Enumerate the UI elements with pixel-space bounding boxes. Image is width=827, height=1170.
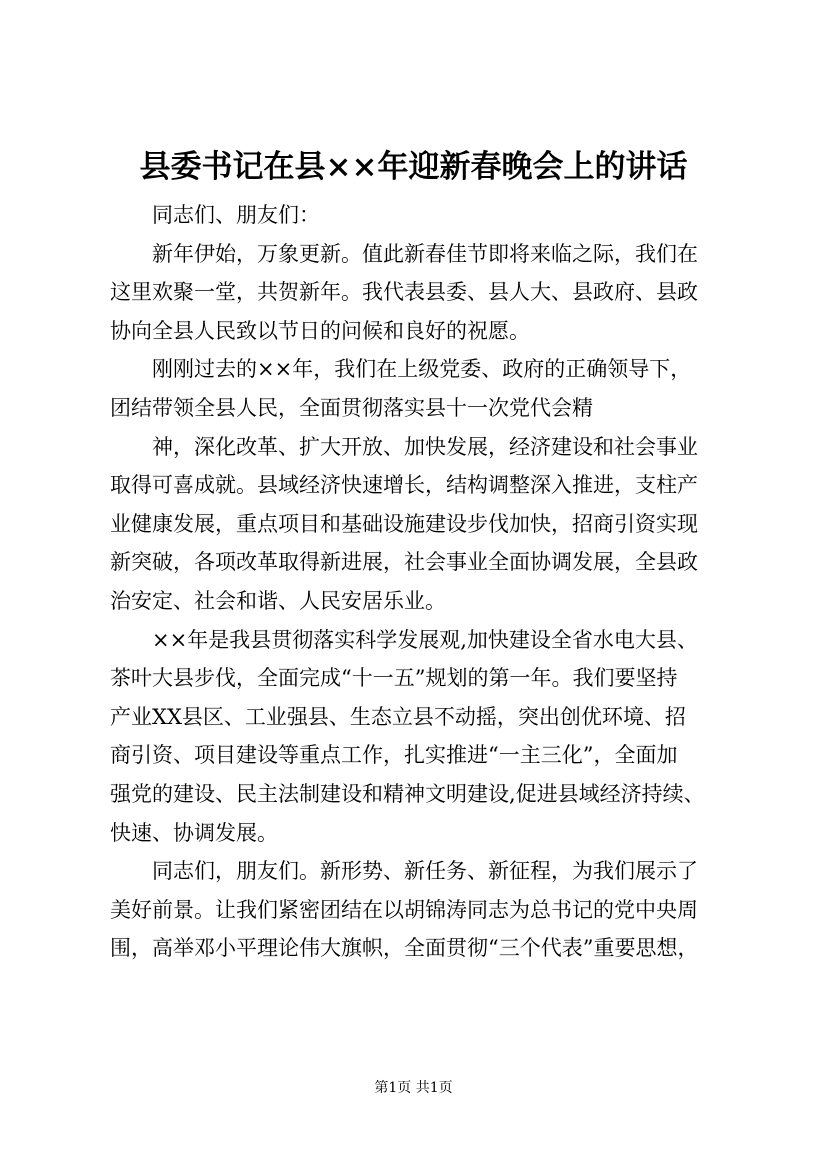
paragraph-5-line-2: 美好前景。让我们紧密团结在以胡锦涛同志为总书记的党中央周 <box>110 897 698 922</box>
paragraph-3-line-3: 业健康发展，重点项目和基础设施建设步伐加快，招商引资实现 <box>110 511 698 536</box>
paragraph-4-line-1: ××年是我县贯彻落实科学发展观,加快建设全省水电大县、 <box>152 627 698 652</box>
paragraph-2-line-1: 刚刚过去的××年，我们在上级党委、政府的正确领导下， <box>152 357 692 382</box>
paragraph-3-line-4: 新突破，各项改革取得新进展，社会事业全面协调发展，全县政 <box>110 550 698 575</box>
paragraph-1-line-2: 这里欢聚一堂，共贺新年。我代表县委、县人大、县政府、县政 <box>110 280 698 305</box>
paragraph-4-line-5: 强党的建设、民主法制建设和精神文明建设,促进县域经济持续、 <box>110 781 705 806</box>
paragraph-3-line-2: 取得可喜成就。县域经济快速增长，结构调整深入推进，支柱产 <box>110 473 698 498</box>
salutation-line: 同志们、朋友们： <box>152 203 320 227</box>
paragraph-4-line-2: 茶叶大县步伐，全面完成“十一五”规划的第一年。我们要坚持 <box>110 666 678 691</box>
document-title: 县委书记在县××年迎新春晚会上的讲话 <box>139 149 688 185</box>
page-number-footer: 第1页 共1页 <box>374 1080 453 1096</box>
paragraph-1-line-3: 协向全县人民致以节日的问候和良好的祝愿。 <box>110 318 530 343</box>
paragraph-3-line-5: 治安定、社会和谐、人民安居乐业。 <box>110 588 446 613</box>
paragraph-5-line-1: 同志们，朋友们。新形势、新任务、新征程，为我们展示了 <box>152 859 698 884</box>
paragraph-1-line-1: 新年伊始，万象更新。值此新春佳节即将来临之际，我们在 <box>152 241 698 266</box>
paragraph-3-line-1: 神，深化改革、扩大开放、加快发展，经济建设和社会事业 <box>152 434 698 459</box>
document-body <box>110 196 750 968</box>
paragraph-5-line-3: 围，高举邓小平理论伟大旗帜，全面贯彻“三个代表”重要思想， <box>110 936 699 961</box>
paragraph-4-line-6: 快速、协调发展。 <box>110 820 278 845</box>
paragraph-2-line-2: 团结带领全县人民，全面贯彻落实县十一次党代会精 <box>110 395 593 420</box>
paragraph-4-line-4: 商引资、项目建设等重点工作，扎实推进“一主三化”，全面加 <box>110 743 678 768</box>
paragraph-4-line-3: 产业XX县区、工业强县、生态立县不动摇，突出创优环境、招 <box>110 704 686 729</box>
